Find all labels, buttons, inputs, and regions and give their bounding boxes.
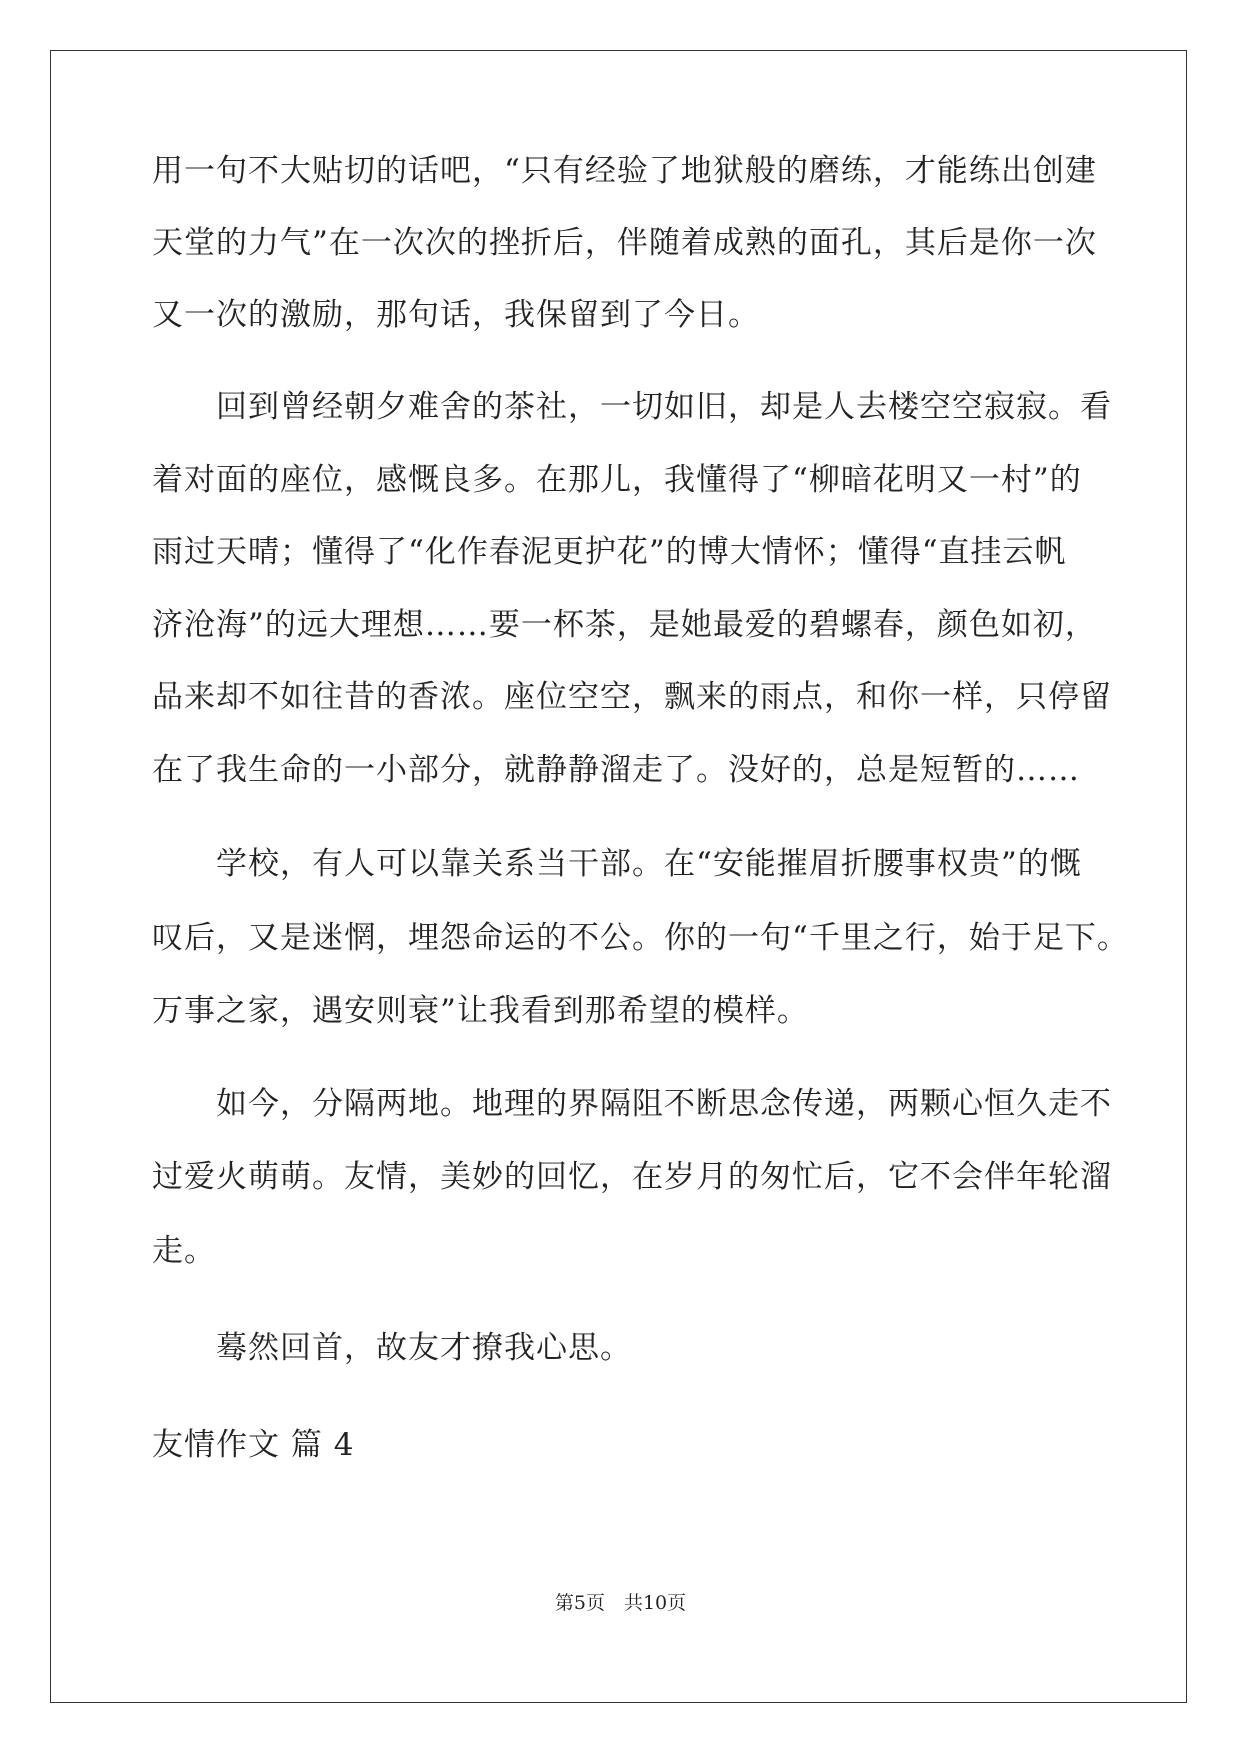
text-line: 天堂的力气”在一次次的挫折后，伴随着成熟的面孔，其后是你一次 — [152, 225, 1097, 261]
text-line: 济沧海”的远大理想……要一杯茶，是她最爱的碧螺春，颜色如初， — [152, 607, 1097, 643]
text-line: 着对面的座位，感慨良多。在那儿，我懂得了“柳暗花明又一村”的 — [152, 462, 1082, 498]
text-line: 万事之家，遇安则衰”让我看到那希望的模样。 — [152, 993, 809, 1029]
section-heading: 友情作文 篇 4 — [152, 1427, 355, 1463]
page-number: 第5页 共10页 — [554, 1592, 687, 1614]
text-line: 叹后，又是迷惘，埋怨命运的不公。你的一句“千里之行，始于足下。 — [152, 920, 1129, 956]
text-line: 回到曾经朝夕难舍的茶社，一切如旧，却是人去楼空空寂寂。看 — [152, 389, 1112, 425]
text-line: 过爱火萌萌。友情，美妙的回忆，在岁月的匆忙后，它不会伴年轮溜 — [152, 1159, 1112, 1195]
text-line: 如今，分隔两地。地理的界隔阻不断思念传递，两颗心恒久走不 — [152, 1086, 1112, 1122]
text-line: 蓦然回首，故友才撩我心思。 — [152, 1330, 632, 1366]
text-line: 走。 — [152, 1233, 216, 1269]
text-line: 学校，有人可以靠关系当干部。在“安能摧眉折腰事权贵”的慨 — [152, 846, 1082, 882]
text-line: 又一次的激励，那句话，我保留到了今日。 — [152, 297, 760, 333]
text-line: 品来却不如往昔的香浓。座位空空，飘来的雨点，和你一样，只停留 — [152, 679, 1112, 715]
text-line: 在了我生命的一小部分，就静静溜走了。没好的，总是短暂的…… — [152, 752, 1080, 788]
text-line: 用一句不大贴切的话吧，“只有经验了地狱般的磨练，才能练出创建 — [152, 153, 1097, 189]
text-line: 雨过天晴；懂得了“化作春泥更护花”的博大情怀；懂得“直挂云帆 — [152, 534, 1067, 570]
